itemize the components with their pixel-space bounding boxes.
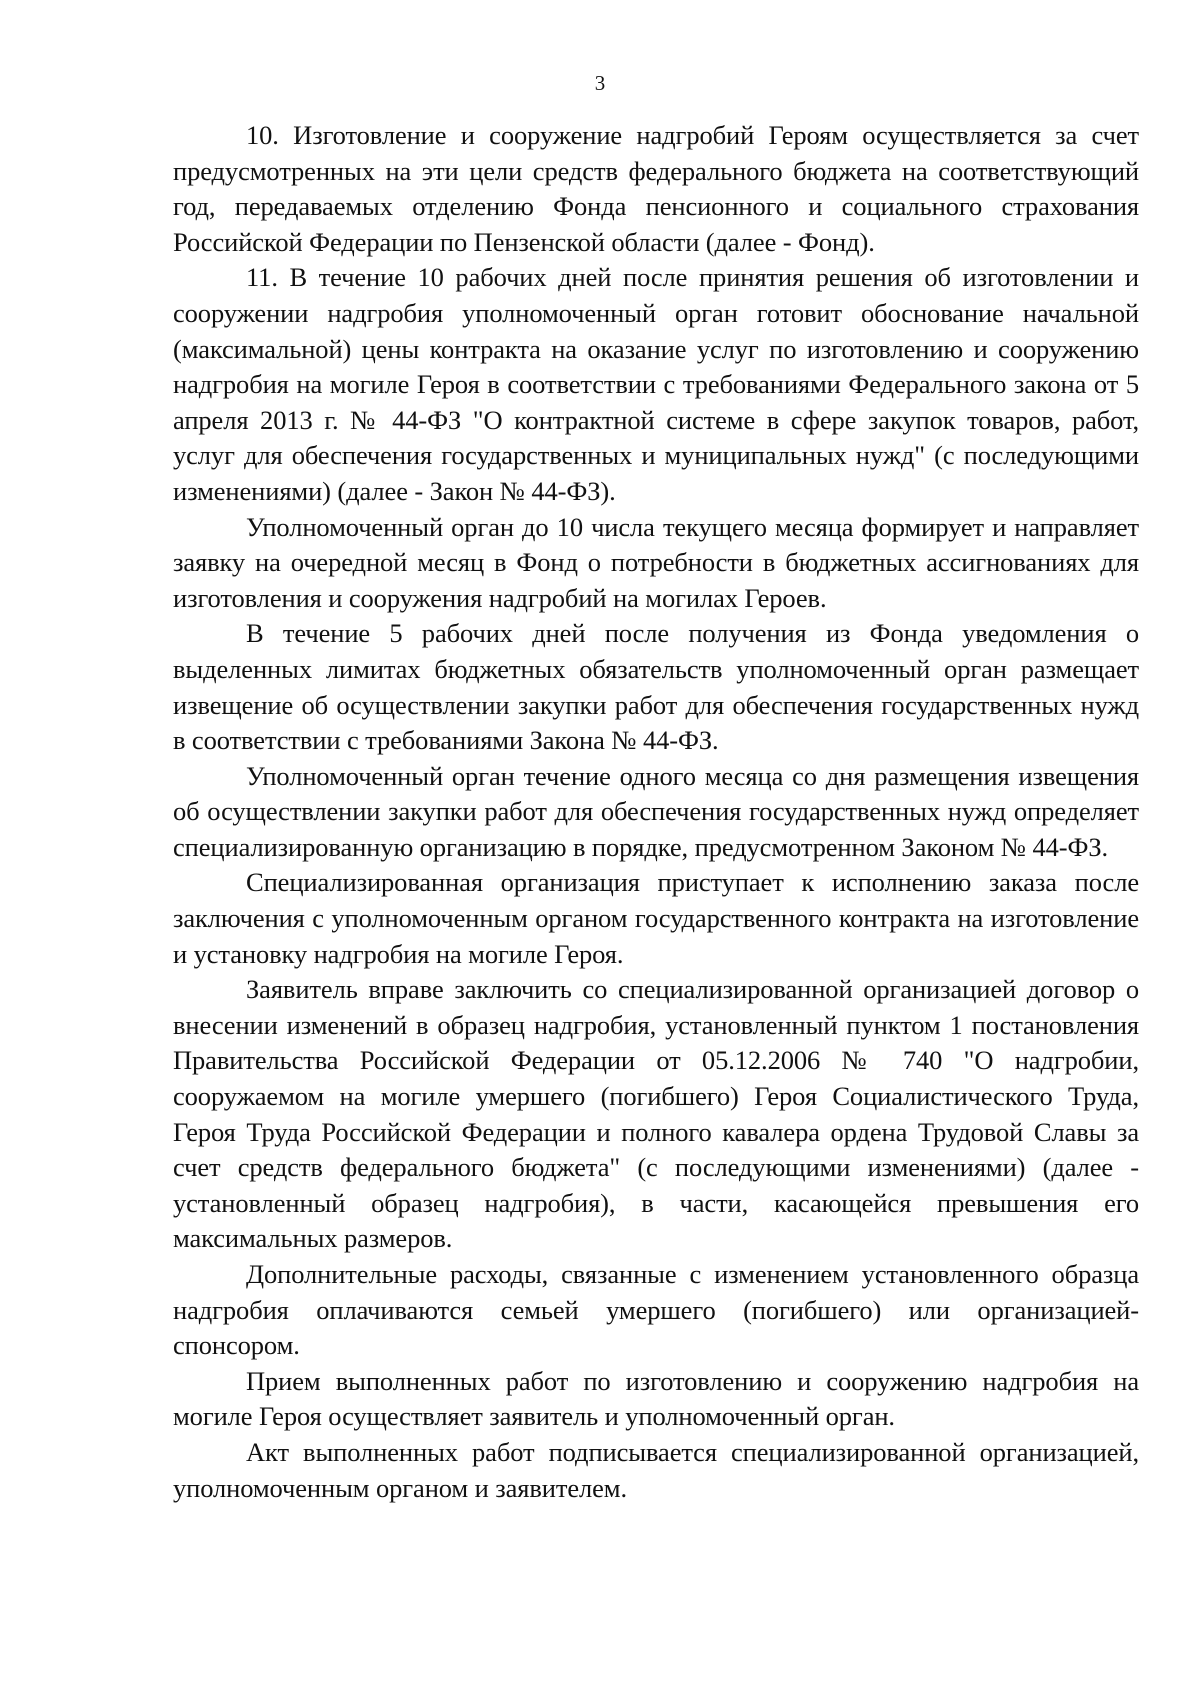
- paragraph-10: 10. Изготовление и сооружение надгробий Героям осуществляется за счет предусмотренных на эти цели средств федерального бюджета на соответствующий год, передаваемых отделению Фонда пенсионного и социального страхования Российской Федерации по Пензенской области (далее - Фонд).: [173, 120, 1139, 257]
- paragraph-request: Уполномоченный орган до 10 числа текущего месяца формирует и направляет заявку на очередной месяц в Фонд о потребности в бюджетных ассигнованиях для изготовления и сооружения надгробий на могилах Героев.: [173, 511, 1139, 613]
- paragraph-notice: В течение 5 рабочих дней после получения из Фонда уведомления о выделенных лимитах бюджетных обязательств уполномоченный орган размещает извещение об осуществлении закупки работ для обеспечения государственных нужд в соответствии с требованиями Закона № 44-ФЗ.: [173, 618, 1139, 756]
- paragraph-contract-execution: Специализированная организация приступает к исполнению заказа после заключения с уполномоченным органом государственного контракта на изготовление и установку надгробия на могиле Героя.: [173, 867, 1139, 969]
- paragraph-contractor-selection: Уполномоченный орган течение одного месяца со дня размещения извещения об осуществлении закупки работ для обеспечения государственных нужд определяет специализированную организацию в порядке, предусмотренном Законом № 44-ФЗ.: [173, 760, 1139, 862]
- document-body: [173, 118, 1139, 1506]
- paragraph-extra-costs: Дополнительные расходы, связанные с изменением установленного образца надгробия оплачиваются семьей умершего (погибшего) или организацией-спонсором.: [173, 1259, 1139, 1361]
- paragraph-design-changes: Заявитель вправе заключить со специализированной организацией договор о внесении изменений в образец надгробия, установленный пунктом 1 постановления Правительства Российской Федерации от 05.12.2006 № 740 "О надгробии, сооружаемом на могиле умершего (погибшего) Героя Социалистического Труда, Героя Труда Российской Федерации и полного кавалера ордена Трудовой Славы за счет средств федерального бюджета" (с последующими изменениями) (далее - установленный образец надгробия), в части, касающейся превышения его максимальных размеров.: [173, 974, 1139, 1254]
- paragraph-acceptance: Прием выполненных работ по изготовлению и сооружению надгробия на могиле Героя осуществляет заявитель и уполномоченный орган.: [173, 1365, 1139, 1432]
- paragraph-11: 11. В течение 10 рабочих дней после принятия решения об изготовлении и сооружении надгробия уполномоченный орган готовит обоснование начальной (максимальной) цены контракта на оказание услуг по изготовлению и сооружению надгробия на могиле Героя в соответствии с требованиями Федерального закона от 5 апреля 2013 г. № 44-ФЗ "О контрактной системе в сфере закупок товаров, работ, услуг для обеспечения государственных и муниципальных нужд" (с последующими изменениями) (далее - Закон № 44-ФЗ).: [173, 262, 1139, 506]
- paragraph-completion-act: Акт выполненных работ подписывается специализированной организацией, уполномоченным органом и заявителем.: [173, 1436, 1139, 1503]
- page-number: 3: [594, 71, 606, 95]
